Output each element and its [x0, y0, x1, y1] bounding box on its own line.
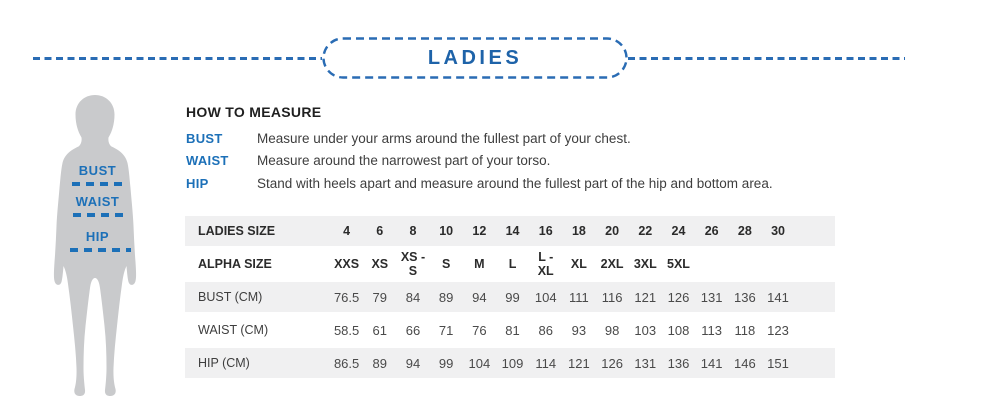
- size-value-cell: 84: [405, 289, 421, 305]
- measure-term-hip: HIP: [186, 175, 209, 191]
- size-value-cell: 10: [439, 224, 454, 238]
- how-to-measure-item: [186, 150, 876, 173]
- figure-bust-dash-line: [72, 182, 128, 186]
- size-value-cell: XL: [570, 257, 587, 271]
- measure-description: Stand with heels apart and measure around the fullest part of the hip and bottom area.: [257, 175, 773, 191]
- size-value-cell: 86: [538, 322, 553, 338]
- size-value-cell: 89: [438, 289, 454, 305]
- size-row-label: LADIES SIZE: [198, 224, 276, 238]
- size-table: [185, 216, 835, 381]
- size-value-cell: 131: [700, 289, 723, 305]
- size-value-cell: 141: [767, 289, 789, 305]
- size-value-cell: S: [441, 257, 451, 271]
- divider-dashed-line-left: [33, 57, 322, 60]
- size-value-cell: 136: [733, 289, 756, 305]
- measure-description: Measure under your arms around the fullest part of your chest.: [257, 130, 631, 146]
- size-value-cell: 81: [505, 322, 520, 338]
- size-value-cell: 14: [505, 224, 520, 238]
- size-row-label: HIP (CM): [198, 356, 250, 370]
- measure-term-waist: WAIST: [186, 153, 229, 169]
- size-value-cell: 111: [569, 289, 589, 305]
- size-value-cell: 8: [409, 224, 417, 238]
- size-value-cell: 6: [376, 224, 384, 238]
- size-value-cell: 4: [343, 224, 351, 238]
- how-to-measure-title: HOW TO MEASURE: [186, 104, 322, 120]
- size-value-cell: 116: [601, 289, 623, 305]
- size-value-cell: 104: [468, 355, 491, 371]
- size-row-label: ALPHA SIZE: [198, 257, 272, 271]
- size-value-cell: 113: [701, 322, 723, 338]
- size-value-cell: 108: [667, 322, 690, 338]
- size-table-row: [185, 348, 835, 378]
- size-value-cell: 76: [472, 322, 487, 338]
- size-value-cell: 146: [733, 355, 756, 371]
- body-measurement-figure: [30, 90, 160, 406]
- size-value-cell: 94: [472, 289, 487, 305]
- size-value-cell: XS - S: [400, 250, 426, 278]
- figure-hip-dash-line: [70, 248, 131, 252]
- how-to-measure-item: [186, 172, 876, 195]
- size-value-cell: 89: [372, 355, 388, 371]
- size-value-cell: XXS: [334, 257, 360, 271]
- size-value-cell: 131: [634, 355, 657, 371]
- size-value-cell: 16: [538, 224, 553, 238]
- size-value-cell: 86.5: [333, 355, 360, 371]
- size-table-row: [185, 315, 835, 345]
- size-value-cell: 28: [737, 224, 752, 238]
- figure-bust-label: BUST: [78, 163, 117, 178]
- size-value-cell: 3XL: [633, 257, 657, 271]
- measure-term-bust: BUST: [186, 130, 223, 146]
- size-value-cell: L: [508, 257, 517, 271]
- size-value-cell: 12: [472, 224, 487, 238]
- size-value-cell: 5XL: [667, 257, 690, 271]
- figure-hip-label: HIP: [85, 229, 110, 244]
- size-table-row: [185, 249, 835, 279]
- size-row-label: WAIST (CM): [198, 323, 269, 337]
- size-value-cell: 99: [505, 289, 520, 305]
- divider-dashed-line-right: [628, 57, 905, 60]
- size-value-cell: 66: [405, 322, 421, 338]
- size-value-cell: 30: [771, 224, 785, 238]
- size-value-cell: 76.5: [333, 289, 360, 305]
- size-value-cell: 136: [667, 355, 690, 371]
- measure-description: Measure around the narrowest part of your torso.: [257, 153, 551, 169]
- ladies-section-pill: [322, 37, 628, 79]
- size-value-cell: 151: [767, 355, 789, 371]
- size-value-cell: 98: [604, 322, 620, 338]
- size-value-cell: 123: [767, 322, 789, 338]
- size-value-cell: 2XL: [600, 257, 624, 271]
- how-to-measure-list: [186, 127, 876, 195]
- size-value-cell: 61: [372, 322, 388, 338]
- size-table-row: [185, 282, 835, 312]
- section-title: LADIES: [427, 47, 523, 69]
- figure-waist-dash-line: [73, 213, 123, 217]
- size-value-cell: L - XL: [537, 250, 554, 278]
- size-value-cell: 18: [571, 224, 586, 238]
- size-value-cell: 20: [605, 224, 620, 238]
- size-value-cell: 114: [535, 355, 557, 371]
- size-value-cell: 58.5: [333, 322, 360, 338]
- size-value-cell: 26: [704, 224, 719, 238]
- size-value-cell: 93: [571, 322, 587, 338]
- size-value-cell: 71: [438, 322, 454, 338]
- size-value-cell: M: [474, 257, 485, 271]
- size-value-cell: 22: [638, 224, 653, 238]
- how-to-measure-item: [186, 127, 876, 150]
- size-value-cell: 141: [700, 355, 723, 371]
- size-value-cell: 79: [372, 289, 388, 305]
- size-value-cell: 103: [634, 322, 657, 338]
- size-value-cell: 24: [671, 224, 686, 238]
- size-row-label: BUST (CM): [198, 290, 263, 304]
- size-value-cell: 126: [667, 289, 690, 305]
- size-value-cell: 118: [734, 322, 756, 338]
- size-value-cell: 126: [601, 355, 623, 371]
- size-table-row: [185, 216, 835, 246]
- size-value-cell: 94: [405, 355, 421, 371]
- size-value-cell: XS: [371, 257, 389, 271]
- size-value-cell: 109: [501, 355, 524, 371]
- size-value-cell: 121: [568, 355, 590, 371]
- size-value-cell: 121: [634, 289, 657, 305]
- figure-waist-label: WAIST: [75, 194, 120, 209]
- size-value-cell: 99: [438, 355, 454, 371]
- size-value-cell: 104: [534, 289, 557, 305]
- how-to-measure-section: [186, 104, 876, 195]
